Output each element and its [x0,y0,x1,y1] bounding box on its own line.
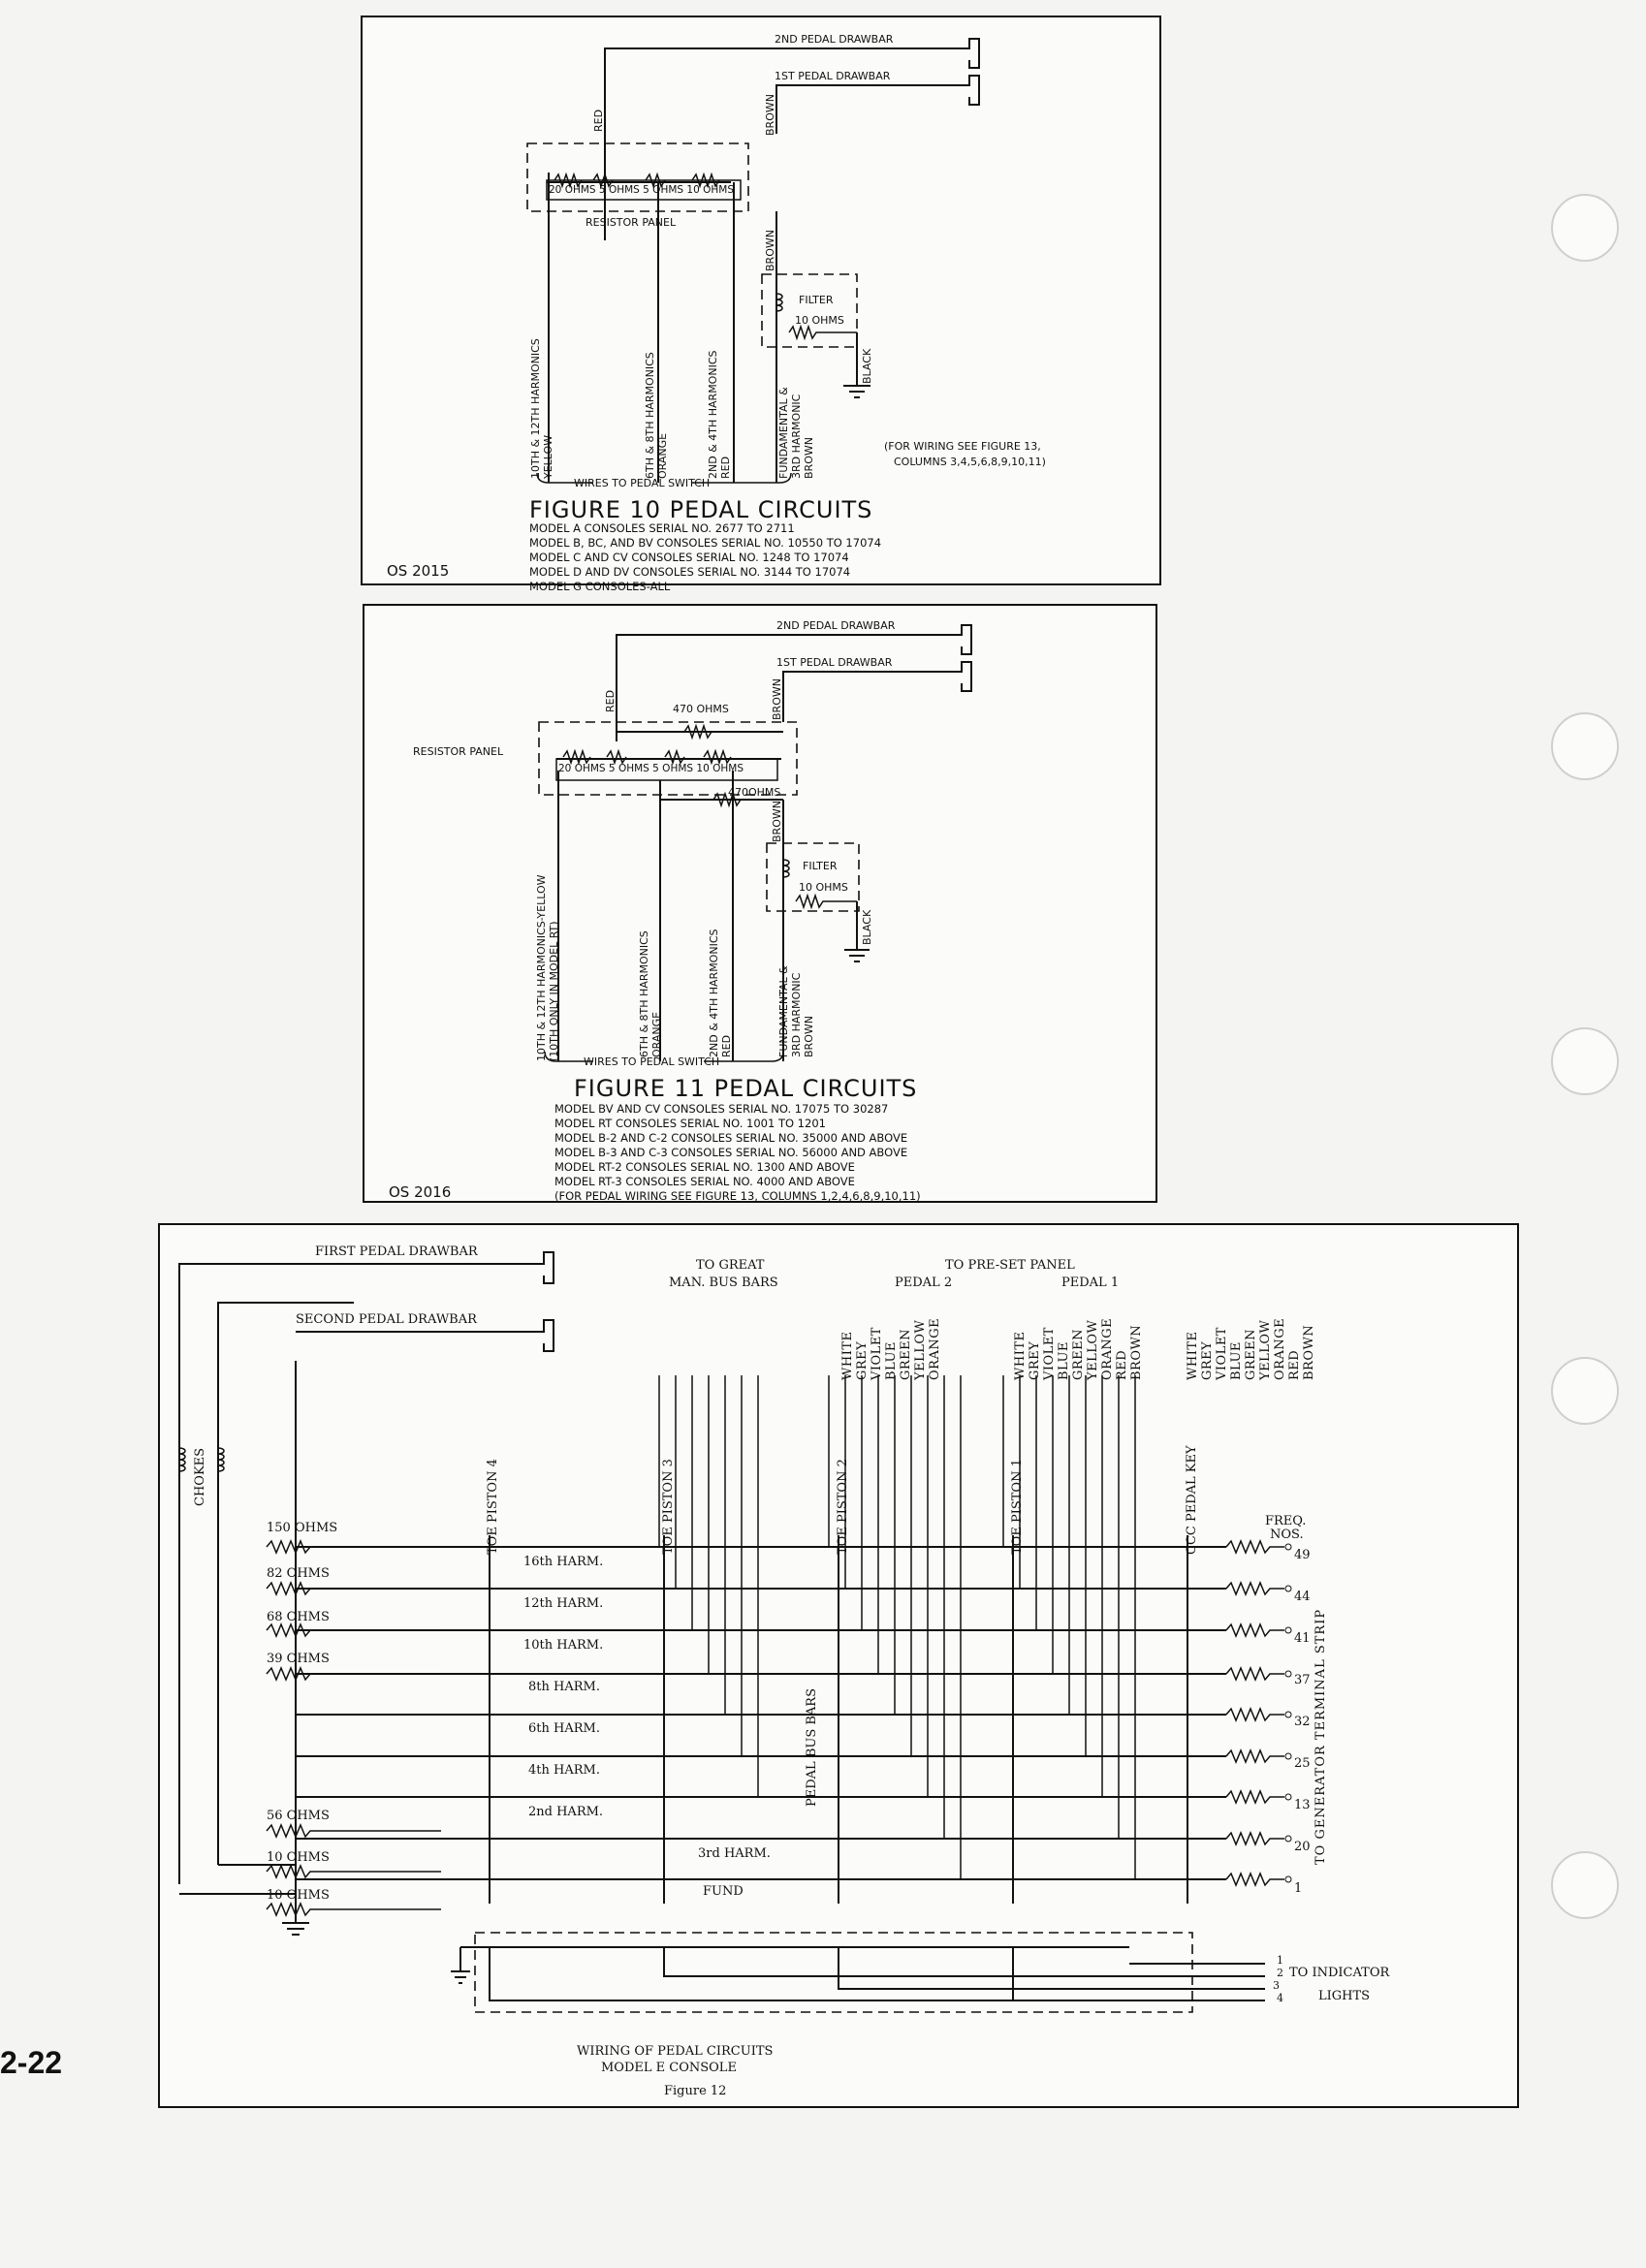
fig11-brown-label: BROWN [771,678,783,720]
binder-hole [1551,712,1619,780]
pedal2-wire-color-grey: GREY [1028,1340,1042,1380]
resistor-label: 10 OHMS [267,1888,330,1903]
fig11-resistor-values: 20 OHMS 5 OHMS 5 OHMS 10 OHMS [558,763,744,774]
freq-number: 1 [1294,1881,1303,1896]
pedal1-wire-color-yellow: YELLOW [1258,1319,1273,1380]
to-preset-panel-label: TO PRE-SET PANEL [945,1258,1075,1273]
fig11-black-label: BLACK [861,909,873,945]
fig11-wires-to-pedal-switch: WIRES TO PEDAL SWITCH [584,1055,720,1068]
indicator-number: 1 [1277,1954,1283,1967]
man-bus-bars-label: MAN. BUS BARS [669,1276,778,1290]
fig11-470-ohms-bottom: 470OHMS [728,786,781,799]
freq-number: 32 [1294,1715,1311,1729]
second-pedal-drawbar-label: SECOND PEDAL DRAWBAR [296,1312,477,1327]
pedal2-wire-color-brown: BROWN [1129,1324,1144,1380]
freq-number: 25 [1294,1756,1311,1771]
fig10-brown-label-2: BROWN [764,230,776,271]
pedal2-wire-color-orange: ORANGE [1100,1317,1115,1380]
binder-hole [1551,1027,1619,1095]
model-line: MODEL RT-3 CONSOLES SERIAL NO. 4000 AND ABOVE [554,1175,855,1188]
great-wire-color-blue: BLUE [884,1341,899,1380]
fig10-filter-label: FILTER [799,294,834,306]
resistor-label: 56 OHMS [267,1809,330,1823]
pedal2-wire-color-violet: VIOLET [1042,1327,1057,1380]
fig10-resistor-panel-label: RESISTOR PANEL [586,216,677,229]
figure-10-frame [361,16,1161,593]
fig12-caption-2: MODEL E CONSOLE [601,2061,737,2075]
toe-piston-2: TOE PISTON 2 [836,1459,850,1555]
fig11-drawbar-2-label: 2ND PEDAL DRAWBAR [776,619,896,632]
terminal-node [1285,1753,1291,1759]
model-line: MODEL RT-2 CONSOLES SERIAL NO. 1300 AND ABOVE [554,1160,855,1174]
freq-nos-label: NOS. [1270,1528,1304,1542]
terminal-resistor [1226,1791,1284,1803]
pedal-1-label: PEDAL 1 [1061,1276,1120,1290]
terminal-resistor [1226,1624,1284,1636]
fig11-caption: FIGURE 11 PEDAL CIRCUITS [574,1075,918,1102]
indicator-number: 4 [1277,1992,1283,2004]
fig11-wire-label: 2ND & 4TH HARMONICS RED [708,929,733,1057]
model-line: MODEL G CONSOLES-ALL [529,580,671,593]
great-wire-color-green: GREEN [899,1328,913,1380]
harmonic-label: 10th HARM. [523,1638,604,1653]
toe-piston-4: TOE PISTON 4 [486,1459,500,1555]
harmonic-label: 4th HARM. [528,1763,600,1778]
great-wire-color-violet: VIOLET [870,1327,884,1380]
fig11-drawbar-1-label: 1ST PEDAL DRAWBAR [776,656,893,669]
fig10-drawbar-1-label: 1ST PEDAL DRAWBAR [775,70,891,82]
chokes-label: CHOKES [193,1447,207,1506]
pedal-bus-bars-label: PEDAL BUS BARS [805,1688,819,1807]
fig10-wire-label: 10TH & 12TH HARMONICS YELLOW [529,338,554,479]
pedal-2-label: PEDAL 2 [895,1276,953,1290]
terminal-resistor [1226,1709,1284,1720]
fig10-resistor-values: 20 OHMS 5 OHMS 5 OHMS 10 OHMS [549,184,734,196]
fig10-wire-label: 2ND & 4TH HARMONICS RED [707,350,732,479]
harmonic-label: 6th HARM. [528,1721,600,1736]
model-line: MODEL B, BC, AND BV CONSOLES SERIAL NO. 10550 TO 17074 [529,536,882,550]
fig12-caption-3: Figure 12 [664,2084,727,2098]
fig11-red-label: RED [604,689,617,712]
pedal1-wire-color-green: GREEN [1244,1328,1258,1380]
terminal-resistor [1226,1833,1284,1844]
fig10-caption: FIGURE 10 PEDAL CIRCUITS [529,496,873,523]
freq-number: 37 [1294,1673,1311,1687]
fig11-brown-label-2: BROWN [771,801,783,842]
freq-label: FREQ. [1265,1514,1307,1528]
indicator-number: 3 [1273,1979,1280,1992]
pedal1-wire-color-orange: ORANGE [1273,1317,1287,1380]
pedal2-wire-color-white: WHITE [1013,1331,1028,1380]
toe-piston-3: TOE PISTON 3 [661,1459,676,1555]
fig10-filter-ohms: 10 OHMS [795,314,844,327]
freq-number: 13 [1294,1798,1311,1812]
terminal-node [1285,1836,1291,1842]
terminal-resistor [1226,1874,1284,1885]
terminal-node [1285,1712,1291,1717]
harmonic-label: 2nd HARM. [528,1805,604,1819]
freq-number: 49 [1294,1548,1311,1562]
fig10-wires-to-pedal-switch: WIRES TO PEDAL SWITCH [574,477,711,489]
lights-label: LIGHTS [1318,1989,1371,2003]
pedal2-wire-color-blue: BLUE [1057,1341,1071,1380]
pedal1-wire-color-white: WHITE [1186,1331,1200,1380]
terminal-node [1285,1544,1291,1550]
terminal-resistor [1226,1583,1284,1594]
great-wire-color-white: WHITE [840,1331,855,1380]
harmonic-label: FUND [703,1884,744,1899]
ccc-pedal-key: CCC PEDAL KEY [1185,1445,1199,1555]
to-great-label: TO GREAT [696,1258,765,1273]
first-pedal-drawbar-label: FIRST PEDAL DRAWBAR [315,1244,478,1259]
great-wire-color-yellow: YELLOW [913,1319,928,1380]
figure-12-frame [158,1223,1519,2108]
terminal-resistor [1226,1541,1284,1553]
fig10-os-number: OS 2015 [387,562,450,580]
binder-hole [1551,1357,1619,1425]
pedal2-wire-color-red: RED [1115,1349,1129,1380]
harmonic-label: 3rd HARM. [698,1846,771,1861]
terminal-node [1285,1671,1291,1677]
generator-terminal-strip-label: TO GENERATOR TERMINAL STRIP [1314,1608,1328,1865]
freq-number: 20 [1294,1840,1311,1854]
great-wire-color-grey: GREY [855,1340,870,1380]
fig11-wire-label: 10TH & 12TH HARMONICS-YELLOW (10TH ONLY IN MODEL RT) [535,874,560,1061]
fig10-drawbar-2-label: 2ND PEDAL DRAWBAR [775,33,894,46]
terminal-node [1285,1794,1291,1800]
fig10-wire-label: 6TH & 8TH HARMONICS ORANGE [644,352,669,479]
toe-piston-1: TOE PISTON 1 [1010,1459,1025,1555]
fig11-resistor-panel-label: RESISTOR PANEL [413,745,504,758]
terminal-resistor [1226,1668,1284,1680]
resistor-label: 39 OHMS [267,1652,330,1666]
binder-hole [1551,1851,1619,1919]
fig10-model-list [529,521,881,594]
resistor-label: 150 OHMS [267,1521,338,1535]
fig11-model-list [554,1102,921,1204]
terminal-resistor [1226,1750,1284,1762]
pedal2-wire-color-yellow: YELLOW [1086,1319,1100,1380]
fig11-os-number: OS 2016 [389,1183,452,1201]
great-wire-color-orange: ORANGE [928,1317,942,1380]
fig12-caption-1: WIRING OF PEDAL CIRCUITS [577,2044,774,2059]
fig10-wire-label: FUNDAMENTAL & 3RD HARMONIC BROWN [777,387,815,479]
freq-number: 44 [1294,1590,1311,1604]
pedal1-wire-color-grey: GREY [1200,1340,1215,1380]
fig10-wiring-note: (FOR WIRING SEE FIGURE 13, [884,440,1041,453]
fig11-filter-ohms: 10 OHMS [799,881,848,894]
model-line: MODEL C AND CV CONSOLES SERIAL NO. 1248 TO 17074 [529,551,849,564]
indicator-number: 2 [1277,1967,1283,1979]
harmonic-label: 12th HARM. [523,1596,604,1611]
fig11-470-ohms-top: 470 OHMS [673,703,729,715]
fig11-filter-label: FILTER [803,860,838,872]
terminal-node [1285,1627,1291,1633]
pedal1-wire-color-brown: BROWN [1302,1324,1316,1380]
freq-number: 41 [1294,1631,1311,1646]
binder-hole [1551,194,1619,262]
pedal1-wire-color-blue: BLUE [1229,1341,1244,1380]
resistor-label: 10 OHMS [267,1850,330,1865]
model-line: MODEL D AND DV CONSOLES SERIAL NO. 3144 TO 17074 [529,565,851,579]
terminal-node [1285,1876,1291,1882]
model-line: (FOR PEDAL WIRING SEE FIGURE 13, COLUMNS 1,2,4,6,8,9,10,11) [554,1189,921,1203]
pedal1-wire-color-violet: VIOLET [1215,1327,1229,1380]
terminal-node [1285,1586,1291,1591]
pedal1-wire-color-red: RED [1287,1349,1302,1380]
to-indicator-label: TO INDICATOR [1289,1966,1390,1980]
page-number: 2-22 [0,2045,63,2080]
model-line: MODEL RT CONSOLES SERIAL NO. 1001 TO 1201 [554,1117,826,1130]
model-line: MODEL B-2 AND C-2 CONSOLES SERIAL NO. 35000 AND ABOVE [554,1131,908,1145]
fig11-wire-label: 6TH & 8TH HARMONICS ORANGE [638,930,663,1057]
figure-11-frame [363,604,1157,1203]
fig10-wiring-note: COLUMNS 3,4,5,6,8,9,10,11) [894,456,1046,468]
fig10-brown-label: BROWN [764,94,776,136]
pedal2-wire-color-green: GREEN [1071,1328,1086,1380]
resistor-label: 68 OHMS [267,1610,330,1624]
harmonic-label: 16th HARM. [523,1555,604,1569]
resistor-label: 82 OHMS [267,1566,330,1581]
model-line: MODEL B-3 AND C-3 CONSOLES SERIAL NO. 56000 AND ABOVE [554,1146,908,1159]
harmonic-label: 8th HARM. [528,1680,600,1694]
fig10-red-label: RED [592,109,605,132]
fig10-black-label: BLACK [861,348,873,384]
fig11-wire-label: FUNDAMENTAL & 3RD HARMONIC BROWN [777,965,815,1057]
model-line: MODEL BV AND CV CONSOLES SERIAL NO. 17075 TO 30287 [554,1102,889,1116]
model-line: MODEL A CONSOLES SERIAL NO. 2677 TO 2711 [529,521,795,535]
